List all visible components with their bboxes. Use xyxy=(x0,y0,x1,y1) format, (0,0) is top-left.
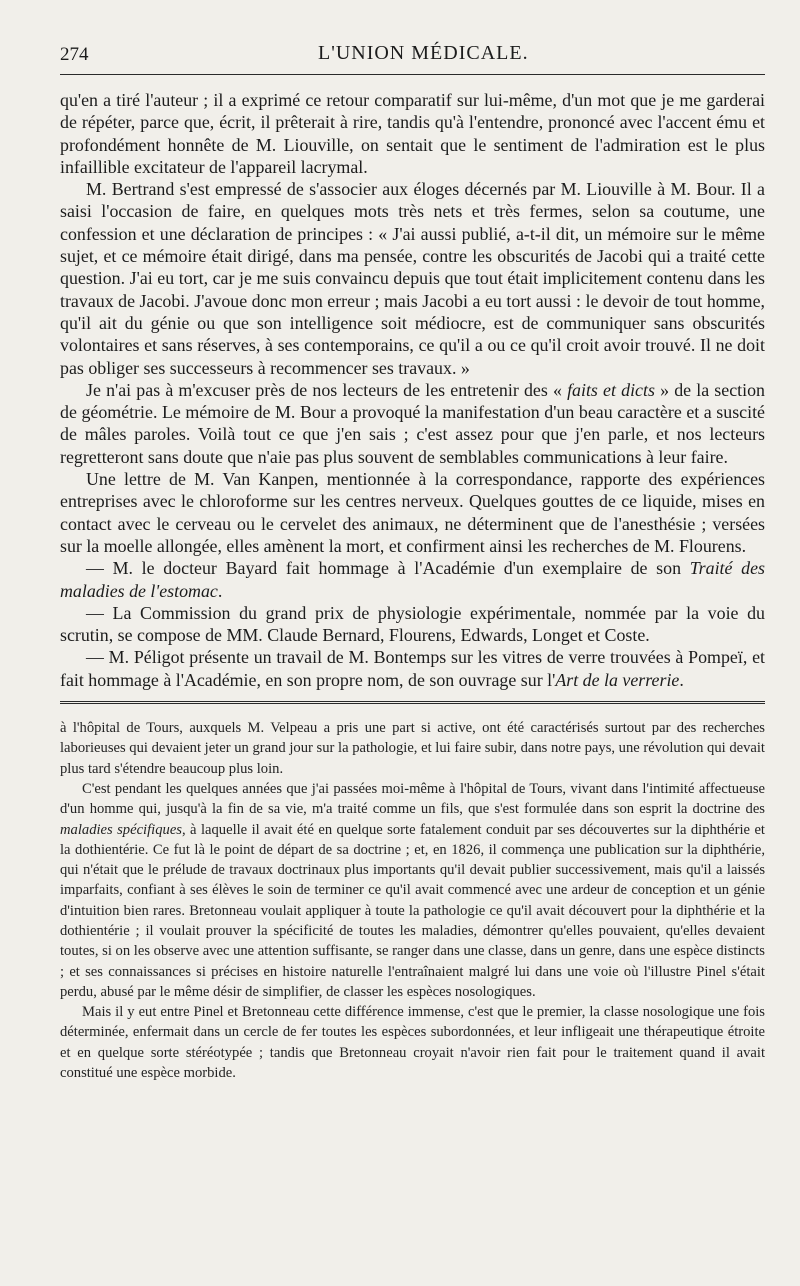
text-run: C'est pendant les quelques années que j'ai passées moi-même à l'hôpital de Tours, vivant dans l'intimité affectueuse d'un homme qui, jusqu'à la fin de sa vie, m'a traité comme un fils, que s'est formulée dans son esprit la doctrine des xyxy=(60,780,765,818)
feuilleton-paragraph: Mais il y eut entre Pinel et Bretonneau cette différence immense, c'est que le premier, la classe nosologique une fois déterminée, enfermait dans un cercle de fer toutes les espèces subordonnées, et leur infligeait une thérapeutique étroite et en quelque sorte stéréotypée ; tandis que Bretonneau croyait n'avoir rien fait pour le traitement quand il avait constitué une espèce morbide. xyxy=(60,1004,765,1082)
page xyxy=(60,40,765,1083)
article-paragraph: — La Commission du grand prix de physiologie expérimentale, nommée par la voie du scrutin, se compose de MM. Claude Bernard, Flourens, Edwards, Longet et Coste. xyxy=(60,602,765,646)
italic-title: maladies spécifiques xyxy=(60,821,182,838)
journal-title: L'UNION MÉDICALE. xyxy=(318,42,529,64)
text-run: Je n'ai pas à m'excuser près de nos lecteurs de les entretenir des « xyxy=(86,379,568,400)
article-paragraph xyxy=(60,379,765,468)
italic-title: Art de la verrerie xyxy=(555,669,680,690)
text-run: . xyxy=(679,669,684,690)
article-paragraph: qu'en a tiré l'auteur ; il a exprimé ce retour comparatif sur lui-même, d'un mot que je me garderai de répéter, parce que, écrit, il prêterait à rire, tandis qu'à l'entendre, prononcé avec l'accent ému et profondément honnête de M. Liouville, on sentait que le sentiment de l'admiration est le plus infaillible excitateur de l'appareil lacrymal. xyxy=(60,90,765,177)
italic-title: faits et dicts xyxy=(567,379,655,400)
main-article xyxy=(60,89,765,691)
feuilleton-paragraph xyxy=(60,779,765,1002)
running-head xyxy=(60,40,765,74)
text-run: » de la section de géométrie. Le mémoire de M. Bour a provoqué la manifestation d'un beau caractère et a suscité de mâles paroles. Voilà tout ce que j'en sais ; c'est assez pour que j'en parle, et nos lecteurs regretteront sans doute que n'aie pas plus souvent de semblables communications à leur faire. xyxy=(60,379,765,467)
feuilleton-section xyxy=(60,718,765,1083)
text-run: . xyxy=(217,580,223,601)
italic-title: Traité des maladies de l'estomac xyxy=(60,558,765,601)
article-paragraph xyxy=(60,646,765,691)
page-number: 274 xyxy=(60,44,89,65)
article-paragraph xyxy=(60,557,765,602)
feuilleton-divider xyxy=(60,701,765,704)
article-paragraph: Une lettre de M. Van Kanpen, mentionnée à la correspondance, rapporte des expériences entreprises avec le chloroforme sur les centres nerveux. Quelques gouttes de ce liquide, mises en contact avec le cerveau ou le cervelet des animaux, ne déterminent que de l'anesthésie ; versées sur la moelle allongée, elles amènent la mort, et confirment ainsi les recherches de M. Flourens. xyxy=(60,469,765,556)
header-rule xyxy=(60,74,765,75)
text-run: — M. le docteur Bayard fait hommage à l'Académie d'un exemplaire de son xyxy=(86,558,690,579)
text-run: , à laquelle il avait été en quelque sorte fatalement conduit par ses découvertes sur la diphthérie et la dothientérie. Ce fut là le point de départ de sa doctrine ; et, en 1826, il commença une publication sur la diphthérie, qui n'était que le prélude de travaux doctrinaux plus importants qu'il devait publier successivement, mais qu'il a laissés imparfaits, confiant à ses élèves le soin de terminer ce qu'il avait commencé avec une ardeur de conception et un génie d'intuition bien rares. Bretonneau voulait appliquer à toute la pathologie ce qu'il avait découvert pour la diphthérie et la dothientérie ; il voulait prouver la spécificité de toutes les maladies, démontrer qu'elles pouvaient, qu'elles devaient toutes, si on les observe avec une attention suffisante, se ranger dans une classe, dans un genre, dans une espèce distincts ; et ses connaissances si précises en histoire naturelle l'entraînaient malgré lui dans une voie où l'illustre Pinel s'était perdu, abusé par le même désir de simplifier, de classer les espèces nosologiques. xyxy=(60,821,765,1000)
article-paragraph: M. Bertrand s'est empressé de s'associer aux éloges décernés par M. Liouville à M. Bour. Il a saisi l'occasion de faire, en quelques mots très nets et très fermes, selon sa coutume, une confession et une déclaration de principes : « J'ai aussi publié, a-t-il dit, un mémoire sur le même sujet, et ce mémoire était dirigé, dans ma pensée, contre les obscurités de Jacobi qui a traité cette question. J'ai eu tort, car je me suis convaincu depuis que tout était implicitement contenu dans les travaux de Jacobi. J'avoue donc mon erreur ; mais Jacobi a eu tort aussi : le devoir de tout homme, qu'il ait du génie ou que son intelligence soit médiocre, est de communiquer sans obscurités volontaires et sans réserves, à ses contemporains, ce qu'il a ou ce qu'il croit avoir trouvé. Il ne doit pas obliger ses successeurs à recommencer ses travaux. » xyxy=(60,179,765,378)
text-run: — M. Péligot présente un travail de M. Bontemps sur les vitres de verre trouvées à Pompeï, et fait hommage à l'Académie, en son propre nom, de son ouvrage sur l' xyxy=(60,647,765,690)
feuilleton-paragraph: à l'hôpital de Tours, auxquels M. Velpeau a pris une part si active, ont été caractérisés surtout par des recherches laborieuses qui devaient jeter un grand jour sur la pathologie, et lui faire subir, dans notre pays, une révolution qui devait plus tard s'étendre beaucoup plus loin. xyxy=(60,720,765,777)
